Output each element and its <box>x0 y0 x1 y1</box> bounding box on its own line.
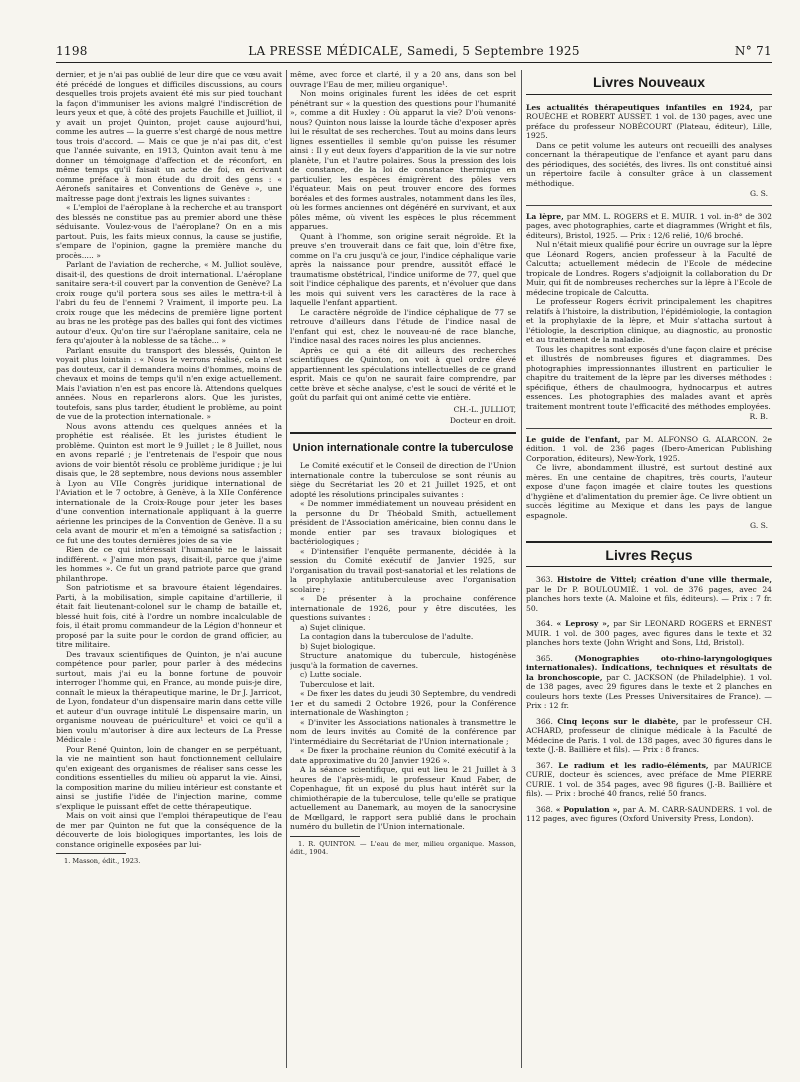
paragraph: A la séance scientifique, qui eut lieu le 21 Juillet à 3 heures de l'après-midi, le professeur Knud Faber, de Copenhague, fit un exposé du plus haut intérêt sur la chimiothérapie de la tuberculose, telle qu'elle se pratique actuellement au Danemark, au moyen de la sanocrysine de Mœllgard, le rapport sera publié dans le prochain numéro du bulletin de l'Union internationale. <box>290 765 516 831</box>
paragraph: « L'emploi de l'aéroplane à la recherche et au transport des blessés ne constitue pas au premier abord une thèse séduisante. Voulez-vous de l'aéroplane? On en a mis partout. Puis, les faits mieux connus, la cause se justifie, s'empare de l'opinion, gagne la première manche du procès..... » <box>56 203 282 260</box>
livres-recus-heading: Livres Reçus <box>526 541 772 568</box>
list-item: 367. Le radium et les radio-éléments, par MAURICE CURIE, docteur ès sciences, avec préface de Mme PIERRE CURIE. 1 vol. de 354 pages, avec 98 figures (J.-B. Baillière et fils). — Prix : broché 40 francs, relié 50 francs. <box>526 760 772 798</box>
column-left <box>56 70 282 1068</box>
paragraph: Le Comité exécutif et le Conseil de direction de l'Union internationale contre la tuberculose se sont réunis au siège du Secrétariat les 20 et 21 Juillet 1925, et ont adopté les résolutions principales suivantes : <box>290 461 516 499</box>
review-body: Nul n'était mieux qualifié pour écrire un ouvrage sur la lèpre que Léonard Rogers, ancien professeur à la Faculté de Calcutta; actuellement médecin de l'Ecole de médecine tropicale de Londres. Rogers s'adjoignit la collaboration du Dr Muir, qui fit de nombreuses recherches sur la lèpre à l'Ecole de médecine tropicale de Calcutta. <box>526 240 772 297</box>
separator <box>526 205 772 206</box>
header-rule <box>56 62 772 63</box>
signature-title: Docteur en droit. <box>449 416 516 425</box>
paragraph: « De nommer immédiatement un nouveau président en la personne du Dr Théobald Smith, actuellement président de l'Association américaine, bien connu dans le monde entier par ses travaux biologiques et bactériologiques ; <box>290 499 516 546</box>
footnote-rule <box>56 853 126 854</box>
issue-number: N° 71 <box>734 44 772 58</box>
paragraph: Nous avons attendu ces quelques années et la prophétie est réalisée. Et les juristes étudient le problème. Quinton est mort le 9 Juillet ; le 8 Juillet, nous en avons reparlé ; je l'entretenais de l'espoir que nous avions de voir bientôt résolu ce problème juridique ; je lui disais que, le 28 septembre, nous devions nous assembler à Lyon au VIIe Congrès juridique international de l'Aviation et le 7 octobre, à Genève, à la XIIe Conférence internationale de la Croix-Rouge pour jeter les bases d'une convention internationale appliquant à la guerre aérienne les principes de la Convention de Genève. Il a su cela avant de mourir et m'en a témoigné sa satisfaction ; ce fut une des toutes dernières joies de sa vie <box>56 421 282 545</box>
paragraph: c) Lutte sociale. <box>300 670 362 679</box>
review <box>526 103 772 199</box>
review-body: Tous les chapitres sont exposés d'une façon claire et précise et illustrés de nombreuses figures et diagrammes. Des photographies impressionnantes illustrent en particulier le chapitre du traitement de la lèpre par les diverses méthodes : spécifique, éthers de chaulmoogra, hydnocarpus et autres essences. Les photographies des malades avant et après traitement montrent toute l'efficacité des méthodes employées. <box>526 344 772 411</box>
signature: CH.-L. JULLIOT, <box>453 404 516 414</box>
paragraph: « De fixer les dates du jeudi 30 Septembre, du vendredi 1er et du samedi 2 Octobre 1926, pour la Conférence internationale de Washington ; <box>290 689 516 717</box>
union-heading: Union internationale contre la tuberculose <box>292 441 514 454</box>
livres-nouveaux-heading: Livres Nouveaux <box>526 70 772 95</box>
journal-title: LA PRESSE MÉDICALE, Samedi, 5 Septembre 1925 <box>248 44 580 58</box>
review-initials: G. S. <box>750 189 768 198</box>
paragraph: Le caractère négroïde de l'indice céphalique de 77 se retrouve d'ailleurs dans l'étude de l'indice nasal de l'enfant qui est, chez le nouveau-né de race blanche, l'indice nasal des races noires les plus anciennes. <box>290 307 516 345</box>
footnote: 1. Masson, édit., 1923. <box>64 857 141 865</box>
paragraph: Mais on voit ainsi que l'emploi thérapeutique de l'eau de mer par Quinton ne fut que la conséquence de la découverte de lois biologiques importantes, les lois de constance originelle exposées par lui- <box>56 811 282 849</box>
column-right <box>526 70 772 1068</box>
review-body: Le professeur Rogers écrivit principalement les chapitres relatifs à l'histoire, la distribution, l'épidémiologie, la contagion et la prophylaxie de la lèpre, et Muir s'attacha surtout à l'étiologie, la description clinique, au diagnostic, au pronostic et au traitement de la maladie. <box>526 297 772 344</box>
column-middle <box>290 70 516 1068</box>
footnote-rule <box>290 836 360 837</box>
paragraph: « De présenter à la prochaine conférence internationale de 1926, pour y être discutées, les questions suivantes : <box>290 594 516 622</box>
review-initials: R. B. <box>749 412 768 421</box>
paragraph: Parlant de l'aviation de recherche, « M. Julliot soulève, disait-il, des questions de droit international. L'aéroplane sanitaire sera-t-il couvert par la convention de Genève? La croix rouge qu'il portera sous ses ailes le mettra-t-il à l'abri du feu de l'ennemi ? Vraiment, il importe peu. La croix rouge que les médecins de première ligne portent au bras ne les protège pas des balles qui font des victimes autour d'eux. Qu'on tire sur l'aéroplane sanitaire, cela ne fera qu'ajouter à la noblesse de sa tâche... » <box>56 260 282 345</box>
paragraph: Pour René Quinton, loin de changer en se perpétuant, la vie ne maintient son haut fonctionnement cellulaire qu'en exigeant des organismes de réaliser sans cesse les conditions essentielles du milieu où apparut la vie. Ainsi, la composition marine du milieu intérieur est constante et ainsi se justifie l'idée de l'injection marine, comme s'explique le puissant effet de cette thérapeutique. <box>56 744 282 811</box>
paragraph: dernier, et je n'ai pas oublié de leur dire que ce vœu avait été précédé de longues et difficiles discussions, au cours desquelles trois projets avaient été mis sur pied touchant la façon d'immuniser les avions malgré l'indiscrétion de leurs yeux et que, à côté des projets Fauchille et Juilliot, il y avait un projet Quinton, projet cause aujourd'hui, comme les autres — la guerre s'est chargé de nous mettre tous trois d'accord. — Mais ce que je n'ai pas dit, c'est que l'année suivante, en 1913, Quinton avait tenu à me donner un témoignage d'affection et de réconfort, en même temps qu'il faisait un acte de foi, en écrivant comme préface à mon étude du droit des gens : « Aéronefs sanitaires et Conventions de Genève », une maîtresse page dont j'extrais les lignes suivantes : <box>56 70 282 203</box>
paragraph: Son patriotisme et sa bravoure étaient légendaires. Parti, à la mobilisation, simple capitaine d'artillerie, il était fait lieutenant-colonel sur le champ de bataille et, blessé huit fois, cité à l'ordre un nombre incalculable de fois, il était promu commandeur de la Légion d'honneur et proposé par la suite pour le cordon de grand officier, au titre militaire. <box>56 583 282 649</box>
review-title: La lèpre, par MM. L. ROGERS et E. MUIR. 1 vol. in-8° de 302 pages, avec photographies, carte et diagrammes (Wright et fils, éditeurs), Bristol, 1925. — Prix : 12/6 relié, 10/6 broché. <box>526 211 772 240</box>
review <box>526 435 772 531</box>
paragraph: Quant à l'homme, son origine serait négroïde. Et la preuve s'en trouverait dans ce fait que, loin d'être fixe, comme on l'a cru jusqu'à ce jour, l'indice céphalique varie après la naissance pour prendre, aussitôt effacé le traumatisme obstétrical, l'indice uniforme de 77, quel que soit l'indice céphalique des parents, et n'évoluer que dans les mois qui suivent vers les caractères de la race à laquelle l'enfant appartient. <box>290 231 516 307</box>
paragraph: même, avec force et clarté, il y a 20 ans, dans son bel ouvrage l'Eau de mer, milieu organique¹. <box>290 70 516 89</box>
paragraph: Des travaux scientifiques de Quinton, je n'ai aucune compétence pour parler, pour parler à des médecins surtout, mais j'ai eu la bonne fortune de pouvoir interroger l'homme qui, en France, au monde puis-je dire, connaît le mieux la thérapeutique marine, le Dr J. Jarricot, de Lyon, fondateur d'un dispensaire marin dans cette ville et auteur d'un ouvrage intitulé Le dispensaire marin, un organisme nouveau de puériculture¹ et voici ce qu'il a bien voulu m'autoriser à dire aux lecteurs de La Presse Médicale : <box>56 649 282 744</box>
review-body: Dans ce petit volume les auteurs ont recueilli des analyses concernant la thérapeutique de l'enfance et ayant paru dans des périodiques, des sociétés, des livres. Ils ont constitué ainsi un répertoire facile à consulter grâce à un classement méthodique. <box>526 140 772 188</box>
review <box>526 212 772 422</box>
paragraph: Tuberculose et lait. <box>300 679 375 689</box>
page-number: 1198 <box>56 44 88 58</box>
review-title: Les actualités thérapeutiques infantiles en 1924, par ROUÈCHE et ROBERT AUSSET. 1 vol. de 130 pages, avec une préface du professeur NOBÉCOURT (Plateau, éditeur), Lille, 1925. <box>526 102 772 140</box>
paragraph: a) Sujet clinique. <box>300 622 366 632</box>
section-rule <box>290 432 516 434</box>
list-item: 368. « Population », par A. M. CARR-SAUNDERS. 1 vol. de 112 pages, avec figures (Oxford University Press, London). <box>526 804 772 823</box>
running-header <box>56 44 772 60</box>
paragraph: Rien de ce qui intéressait l'humanité ne le laissait indifférent. « J'aime mon pays, disait-il, parce que j'aime les hommes ». Ce fut un grand patriote parce que grand philanthrope. <box>56 545 282 583</box>
review-body: Ce livre, abondamment illustré, est surtout destiné aux mères. En une centaine de chapitres, très courts, l'auteur expose d'une façon imagée et claire toutes les questions d'hygiène et d'alimentation du premier âge. Ce livre obtient un succès légitime au Mexique et dans les pays de langue espagnole. <box>526 463 772 520</box>
paragraph: Parlant ensuite du transport des blessés, Quinton le voyait plus lointain : « Nous le verrons réalisé, cela n'est pas douteux, car il demandera moins d'hommes, moins de chevaux et moins de temps qu'il n'en exige actuellement. Mais l'aviation n'en est pas encore là. Attendons quelques années. Nous en reparlerons alors. Que les juristes, toutefois, sans plus tarder, étudient le problème, au point de vue de la protection internationale. » <box>56 345 282 421</box>
separator <box>526 428 772 429</box>
column-divider <box>521 70 522 1068</box>
footnote: 1. R. QUINTON. — L'eau de mer, milieu organique. Masson, édit., 1904. <box>290 839 516 856</box>
list-item: 363. Histoire de Vittel; création d'une ville thermale, par le Dr P. BOULOUMIÉ. 1 vol. de 376 pages, avec 24 planches hors texte (A. Maloine et fils, éditeurs). — Prix : 7 fr. 50. <box>526 575 772 613</box>
paragraph: « D'intensifier l'enquête permanente, décidée à la session du Comité exécutif de Janvier 1925, sur l'organisation du travail post-sanatorial et les relations de la prophylaxie antituberculeuse avec l'organisation scolaire ; <box>290 546 516 594</box>
list-item: 366. Cinq leçons sur le diabète, par le professeur CH. ACHARD, professeur de clinique médicale à la Faculté de Médecine de Paris. 1 vol. de 138 pages, avec 30 figures dans le texte (J.-B. Baillière et fils). — Prix : 8 francs. <box>526 716 772 754</box>
list-item: 365. (Monographies oto-rhino-laryngologiques internationales). Indications, techniques et résultats de la bronchoscopie, par C. JACKSON (de Philadelphie). 1 vol. de 138 pages, avec 29 figures dans le texte et 2 planches en couleurs hors texte (Les Presses Universitaires de France). — Prix : 12 fr. <box>526 653 772 710</box>
paragraph: « D'inviter les Associations nationales à transmettre le nom de leurs invités au Comité de la conférence par l'intermédiaire du Secrétariat de l'Union internationale ; <box>290 717 516 746</box>
paragraph: La contagion dans la tuberculose de l'adulte. <box>300 632 474 641</box>
column-divider <box>286 70 287 1068</box>
paragraph: b) Sujet biologique. <box>300 641 376 651</box>
paragraph: « De fixer la prochaine réunion du Comité exécutif à la date approximative du 20 Janvier 1926 ». <box>290 746 516 765</box>
list-item: 364. « Leprosy », par Sir LEONARD ROGERS et ERNEST MUIR. 1 vol. de 300 pages, avec figures dans le texte et 32 planches hors texte (John Wright and Sons, Ltd, Bristol). <box>526 619 772 647</box>
paragraph: Après ce qui a été dit ailleurs des recherches scientifiques de Quinton, on voit à quel ordre élevé appartiennent les spéculations intellectuelles de ce grand esprit. Mais ce qu'on ne saurait faire comprendre, par cette brève et sèche analyse, c'est le souci de vérité et le goût du parfait qui ont animé cette vie entière. <box>290 345 516 402</box>
review-title: Le guide de l'enfant, par M. ALFONSO G. ALARCON. 2e édition. 1 vol. de 236 pages (Ibero-American Publishing Corporation, éditeurs), New-York, 1925. <box>526 434 772 463</box>
review-initials: G. S. <box>750 521 768 530</box>
paragraph: Non moins originales furent les idées de cet esprit pénétrant sur « la question des questions pour l'humanité », comme a dit Huxley : Où apparut la vie? D'où venons-nous? Quinton nous laisse la lourde tâche d'exposer après lui le résultat de ses recherches. Tout au moins dans leurs lignes essentielles il semble qu'on puisse les résumer ainsi : Il y eut deux foyers d'apparition de la vie sur notre planète, l'un et l'autre polaires. Sous la pression des lois de constance, de la loi de constance thermique en particulier, les espèces émigrèrent des pôles vers l'équateur. Mais on peut trouver encore des formes boréales et des formes australes, notamment dans les îles, où les formes anciennes ont dégénéré en survivant, et aux pôles même, où vivent les espèces le plus récemment apparues. <box>290 89 516 231</box>
paragraph: Structure anatomique du tubercule, histogénèse jusqu'à la formation de cavernes. <box>290 651 516 670</box>
